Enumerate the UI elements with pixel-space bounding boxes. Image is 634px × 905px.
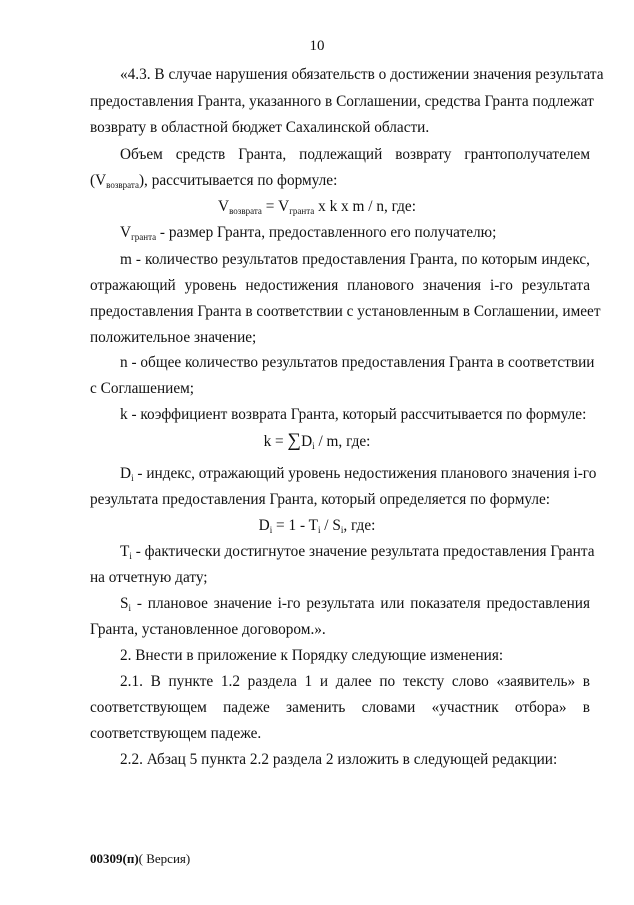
- text-line: соответствующем падеже заменить словами «участник отбора» в: [90, 699, 590, 716]
- text-line: «4.3. В случае нарушения обязательств о достижении значения результата: [120, 66, 604, 83]
- text-line: с Соглашением;: [90, 380, 195, 397]
- text-line: отражающий уровень недостижения планового значения i-го результата: [90, 277, 590, 294]
- text-line: предоставления Гранта, указанного в Соглашении, средства Гранта подлежат: [90, 93, 594, 110]
- text-line: на отчетную дату;: [90, 569, 208, 586]
- text-line: n - общее количество результатов предоставления Гранта в соответствии: [120, 354, 595, 371]
- text-line: $(V_{возврата})$, рассчитывается по формуле:: [90, 172, 338, 190]
- text-line: 2.1. В пункте 1.2 раздела 1 и далее по тексту слово «заявитель» в: [120, 673, 590, 690]
- text-line: $S_i$ - плановое значение i-го результата или показателя предоставления: [120, 595, 590, 613]
- formula-k: $k = \sum D_i / m$, где:: [263, 430, 371, 451]
- text-line: $D_i$ - индекс, отражающий уровень недостижения планового значения i-го: [120, 465, 597, 483]
- page-number: 10: [309, 38, 325, 54]
- text-line: Объем средств Гранта, подлежащий возврату грантополучателем: [120, 146, 590, 163]
- formula-v-return: $V_{возврата} = V_{гранта}$ x k x m / n, где:: [218, 198, 416, 216]
- text-line: соответствующем падеже.: [90, 725, 262, 742]
- text-line: 2.2. Абзац 5 пункта 2.2 раздела 2 изложить в следующей редакции:: [120, 751, 558, 768]
- text-line: m - количество результатов предоставления Гранта, по которым индекс,: [120, 251, 590, 268]
- formula-d: $D_i = 1 - T_i / S_i$, где:: [258, 517, 376, 535]
- text-line: предоставления Гранта в соответствии с установленным в Соглашении, имеет: [90, 303, 601, 320]
- text-line: положительное значение;: [90, 329, 257, 346]
- text-line: возврату в областной бюджет Сахалинской области.: [90, 119, 430, 136]
- text-line: $T_i$ - фактически достигнутое значение результата предоставления Гранта: [120, 543, 595, 561]
- footer-document-code: 00309(п)( Версия): [90, 851, 191, 866]
- text-line: Гранта, установленное договором.».: [90, 621, 326, 638]
- text-line: результата предоставления Гранта, который определяется по формуле:: [90, 491, 551, 508]
- text-line: k - коэффициент возврата Гранта, который рассчитывается по формуле:: [120, 406, 587, 423]
- text-line: $V_{гранта}$ - размер Гранта, предоставленного его получателю;: [120, 224, 497, 242]
- text-line: 2. Внести в приложение к Порядку следующие изменения:: [120, 647, 504, 664]
